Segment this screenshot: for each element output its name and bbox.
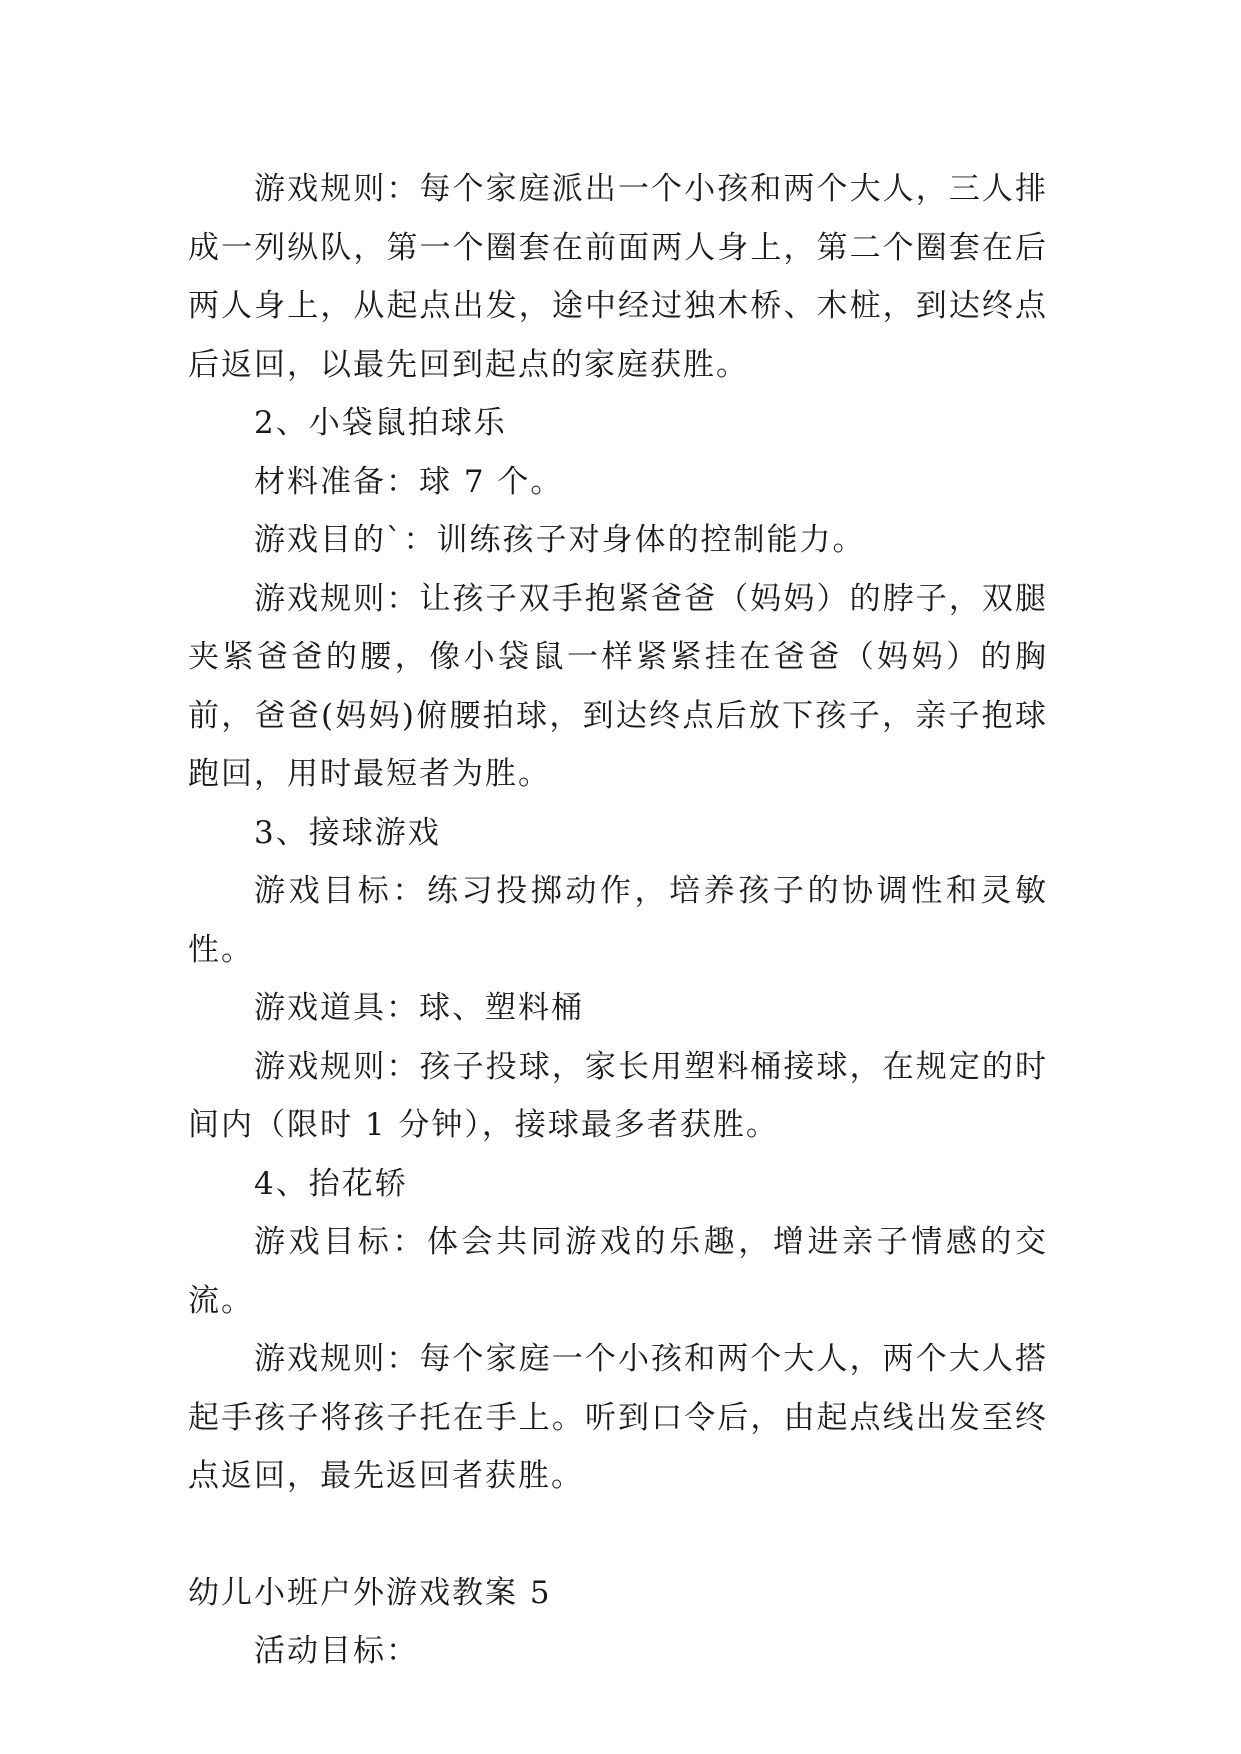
paragraph-goal-3: 游戏目标：练习投掷动作，培养孩子的协调性和灵敏性。	[188, 873, 1048, 968]
paragraph-materials: 材料准备：球 7 个。	[254, 463, 564, 500]
paragraph-props-3: 游戏道具：球、塑料桶	[254, 990, 584, 1026]
paragraph-activity-goals: 活动目标：	[254, 1633, 419, 1669]
paragraph-rules-2: 游戏规则：让孩子双手抱紧爸爸（妈妈）的脖子，双腿夹紧爸爸的腰，像小袋鼠一样紧紧挂在爸爸（妈妈）的胸前，爸爸(妈妈)俯腰拍球，到达终点后放下孩子，亲子抱球跑回，用时最短者为胜。	[188, 580, 1048, 792]
subheading-kangaroo: 2、小袋鼠拍球乐	[254, 405, 507, 441]
document-body	[188, 160, 1048, 1681]
paragraph-rules-1: 游戏规则：每个家庭派出一个小孩和两个大人，三人排成一列纵队，第一个圈套在前面两人身上，第二个圈套在后两人身上，从起点出发，途中经过独木桥、木桩，到达终点后返回，以最先回到起点的家庭获胜。	[188, 171, 1048, 383]
paragraph-purpose: 游戏目的`：训练孩子对身体的控制能力。	[254, 522, 866, 558]
paragraph-rules-4: 游戏规则：每个家庭一个小孩和两个大人，两个大人搭起手孩子将孩子托在手上。听到口令后，由起点线出发至终点返回，最先返回者获胜。	[188, 1341, 1048, 1494]
section-title: 幼儿小班户外游戏教案 5	[188, 1574, 552, 1611]
paragraph-rules-3: 游戏规则：孩子投球，家长用塑料桶接球，在规定的时间内（限时 1 分钟），接球最多者获胜。	[188, 1048, 1048, 1143]
subheading-catch-ball: 3、接球游戏	[254, 814, 441, 851]
paragraph-goal-4: 游戏目标：体会共同游戏的乐趣，增进亲子情感的交流。	[188, 1224, 1048, 1319]
subheading-sedan: 4、抬花轿	[254, 1165, 408, 1202]
section-spacer	[188, 1506, 1048, 1564]
